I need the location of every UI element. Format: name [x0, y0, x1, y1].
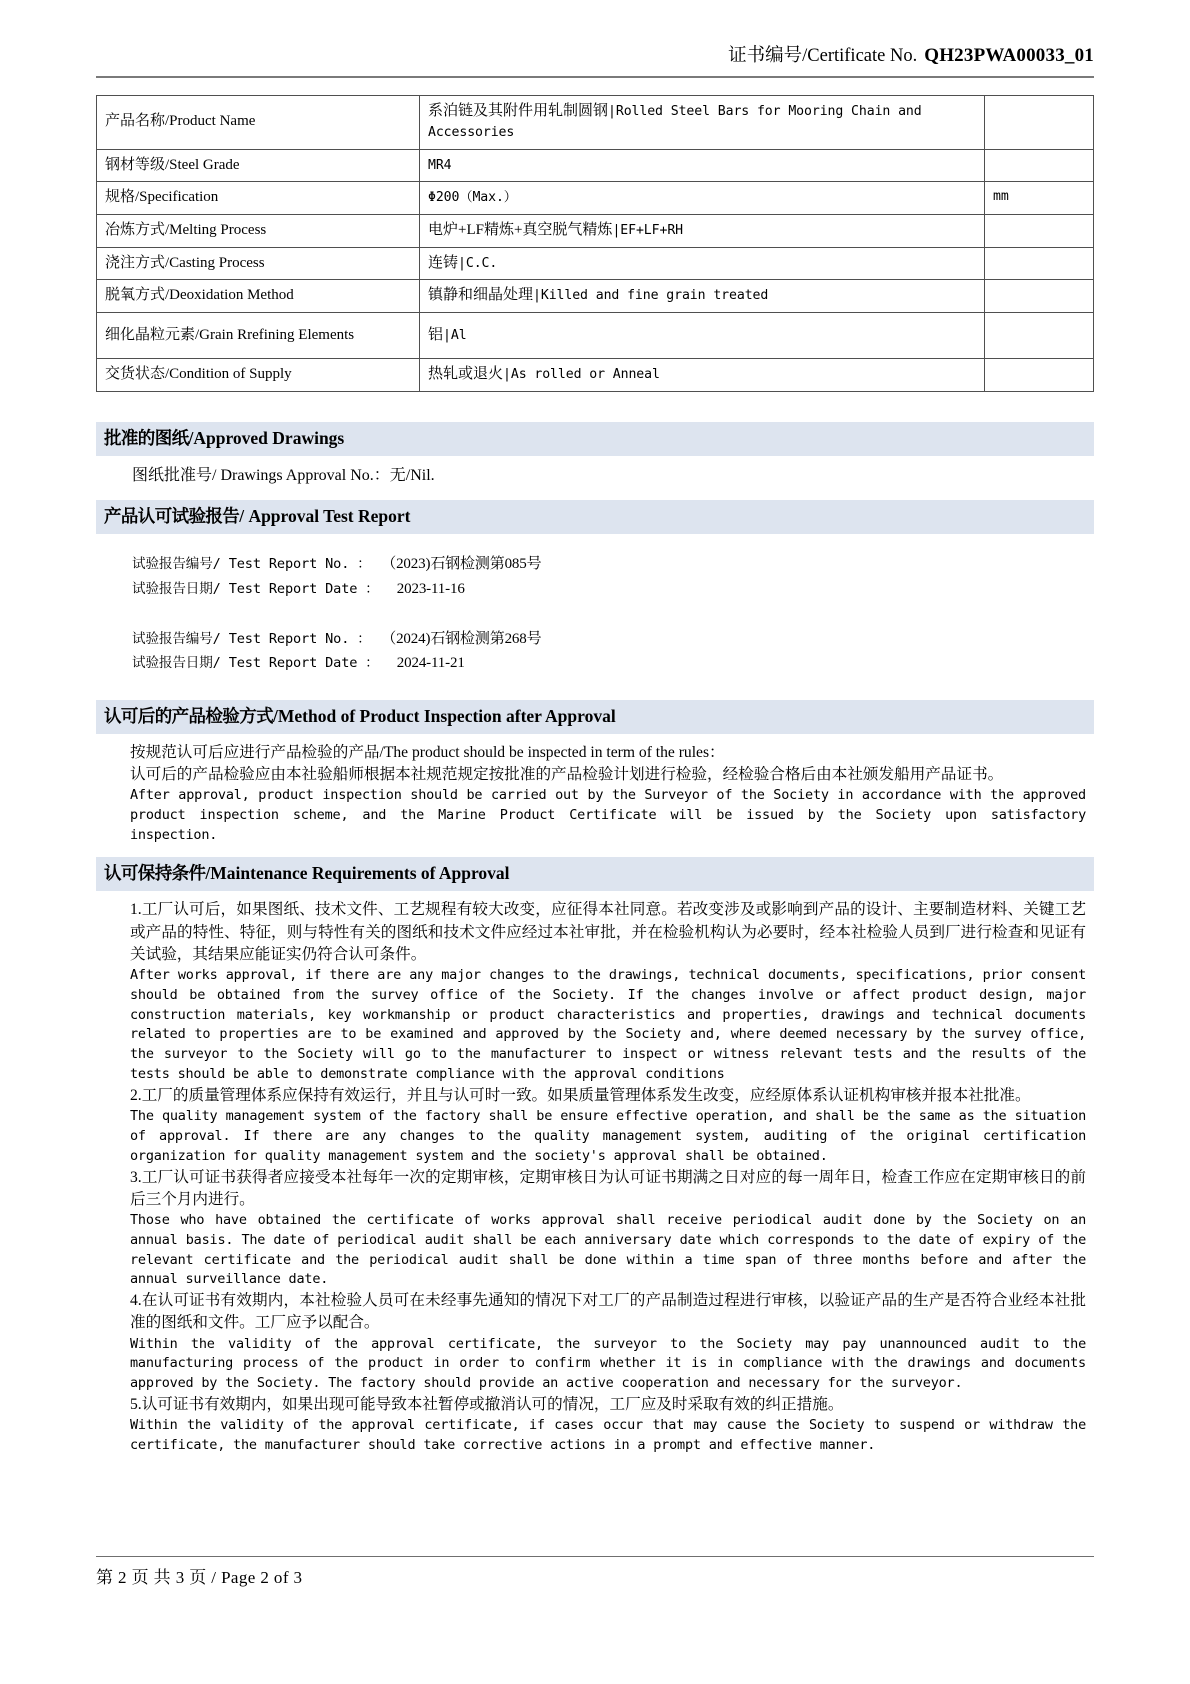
paragraph-en: Those who have obtained the certificate of works approval shall receive periodical audit done by the Society on an annual basis. The date of periodical audit shall be each anniversary date which corresponds to the date of expiry of the relevant certificate and the periodical audit shall be done within a time span of three months before and after the annual surveillance date. [130, 1211, 1086, 1288]
test-report-date-value: 2024-11-21 [396, 655, 465, 672]
approved-drawings-body [96, 464, 1094, 489]
test-report-date-line [132, 651, 1094, 675]
product-spec-label: 钢材等级/Steel Grade [97, 149, 420, 182]
product-spec-label: 产品名称/Product Name [97, 96, 420, 149]
header-divider [96, 76, 1094, 78]
paragraph-en: Within the validity of the approval certificate, if cases occur that may cause the Society to suspend or withdraw the certificate, the manufacturer should take corrective actions in a prompt and effective manner. [130, 1417, 1086, 1454]
test-report-no-label: 试验报告编号/ Test Report No. ： [132, 631, 371, 648]
value-cjk: 连铸 [428, 254, 459, 271]
product-spec-unit [985, 247, 1094, 280]
table-row [97, 280, 1094, 313]
value-en: Φ200（Max.） [428, 190, 517, 206]
value-separator: | [612, 222, 621, 238]
paragraph-en: Within the validity of the approval certificate, the surveyor to the Society may pay unannounced audit to the manufacturing process of the product in order to confirm whether it is in compliance with the drawings and documents approved by the Society. The factory should provide an active cooperation and necessary for the surveyor. [130, 1335, 1086, 1392]
product-spec-value [420, 182, 985, 215]
product-spec-unit [985, 149, 1094, 182]
certificate-no-line [728, 44, 1094, 68]
paragraph-en: The quality management system of the factory shall be ensure effective operation, and shall be the same as the situation of approval. If there are any changes to the quality management system, auditing of the original certification organization for quality management system and the society's approval shall be obtained. [130, 1108, 1086, 1164]
section-title-cjk: 认可保持条件 [104, 863, 206, 884]
product-spec-label: 脱氧方式/Deoxidation Method [97, 280, 420, 313]
paragraph-cjk: 5.认可证书有效期内，如果出现可能导致本社暂停或撤消认可的情况，工厂应及时采取有效的纠正措施。 [130, 1396, 844, 1414]
paragraph-cjk: 2.工厂的质量管理体系应保持有效运行，并且与认可时一致。如果质量管理体系发生改变，应经原体系认证机构审核并报本社批准。 [130, 1086, 1031, 1104]
paragraph-cjk: 1.工厂认可后，如果图纸、技术文件、工艺规程有较大改变，应征得本社同意。若改变涉及或影响到产品的设计、主要制造材料、关键工艺或产品的特性、特征，则与特性有关的图纸和技术文件应经过本社审批，并在检验机构认为必要时，经本社检验人员到厂进行检查和见证有关试验，其结果应能证实仍符合认可条件。 [130, 901, 1086, 963]
section-header-inspection-method [96, 700, 1094, 734]
table-row [97, 312, 1094, 358]
value-cjk: 电炉+LF精炼+真空脱气精炼 [428, 221, 613, 238]
table-row [97, 247, 1094, 280]
section-title-en: / Approval Test Report [239, 506, 411, 527]
document-header [0, 0, 1190, 68]
paragraph-cjk: 按规范认可后应进行产品检验的产品/The product should be inspected in term of the rules： [130, 743, 725, 761]
test-report-date-label: 试验报告日期/ Test Report Date ： [132, 580, 379, 597]
value-cjk: 镇静和细晶处理 [428, 287, 534, 304]
section-title-cjk: 认可后的产品检验方式 [104, 705, 273, 726]
test-report-no-value: （2023)石钢检测第085号 [388, 556, 542, 573]
product-spec-value [420, 149, 985, 182]
section-title-en: /Method of Product Inspection after Approval [273, 705, 616, 726]
value-en: MR4 [428, 157, 452, 173]
test-report-no-label: 试验报告编号/ Test Report No. ： [132, 556, 371, 573]
section-title-en: /Approved Drawings [188, 427, 345, 448]
product-spec-value [420, 280, 985, 313]
value-separator: | [608, 104, 616, 120]
paragraph-cjk: 4.在认可证书有效期内，本社检验人员可在未经事先通知的情况下对工厂的产品制造过程进行审核，以验证产品的生产是否符合业经本社批准的图纸和文件。工厂应予以配合。 [130, 1292, 1086, 1332]
test-report-block [132, 627, 1094, 676]
table-row [97, 149, 1094, 182]
value-separator: | [503, 366, 511, 382]
product-spec-table-wrap [96, 95, 1094, 392]
product-spec-unit: mm [985, 182, 1094, 215]
value-cjk: 系泊链及其附件用轧制圆钢 [428, 103, 609, 120]
section-header-maintenance-requirements [96, 857, 1094, 891]
page-number-footer: 第 2 页 共 3 页 / Page 2 of 3 [96, 1568, 303, 1587]
test-report-no-value: （2024)石钢检测第268号 [388, 631, 542, 648]
product-spec-label: 规格/Specification [97, 182, 420, 215]
value-en: Killed and fine grain treated [540, 288, 769, 304]
value-separator: | [533, 288, 541, 304]
table-row [97, 358, 1094, 391]
value-en: Al [450, 327, 467, 343]
value-en: As rolled or Anneal [510, 366, 660, 382]
section-title-en: /Maintenance Requirements of Approval [205, 863, 510, 884]
section-title-cjk: 批准的图纸 [104, 427, 189, 448]
value-en: EF+LF+RH [620, 222, 683, 238]
product-spec-value [420, 247, 985, 280]
product-spec-unit [985, 312, 1094, 358]
product-spec-label: 冶炼方式/Melting Process [97, 214, 420, 247]
value-separator: | [458, 255, 466, 271]
inspection-method-body [96, 742, 1094, 846]
value-separator: | [443, 327, 451, 343]
value-cjk: 铝 [428, 326, 444, 343]
test-report-date-line [132, 577, 1094, 601]
product-spec-label: 细化晶粒元素/Grain Rrefining Elements [97, 312, 420, 358]
product-spec-table [96, 95, 1094, 392]
product-spec-unit [985, 280, 1094, 313]
test-report-no-line [132, 552, 1094, 576]
paragraph-cjk: 认可后的产品检验应由本社验船师根据本社规范规定按批准的产品检验计划进行检验，经检验合格后由本社颁发船用产品证书。 [130, 765, 1004, 783]
product-spec-label: 交货状态/Condition of Supply [97, 358, 420, 391]
product-spec-unit [985, 214, 1094, 247]
paragraph-cjk: 3.工厂认可证书获得者应接受本社每年一次的定期审核，定期审核日为认可证书期满之日对应的每一周年日，检查工作应在定期审核日的前后三个月内进行。 [130, 1168, 1086, 1208]
table-row [97, 214, 1094, 247]
product-spec-value [420, 96, 985, 149]
test-report-no-line [132, 627, 1094, 651]
value-en: C.C. [465, 255, 498, 271]
approval-test-report-body [96, 552, 1094, 675]
value-en: Rolled Steel Bars for Mooring Chain and Accessories [428, 104, 922, 140]
test-report-date-label: 试验报告日期/ Test Report Date ： [132, 655, 379, 672]
section-header-approved-drawings [96, 422, 1094, 456]
product-spec-unit [985, 358, 1094, 391]
product-spec-unit [985, 96, 1094, 149]
footer-divider [96, 1556, 1094, 1557]
product-spec-value [420, 358, 985, 391]
section-header-approval-test-report [96, 500, 1094, 534]
test-report-block [132, 552, 1094, 601]
product-spec-label: 浇注方式/Casting Process [97, 247, 420, 280]
maintenance-requirements-body [96, 899, 1094, 1455]
product-spec-value [420, 312, 985, 358]
value-cjk: 热轧或退火 [428, 365, 504, 382]
certificate-no-value: QH23PWA00033_01 [924, 45, 1094, 66]
product-spec-value [420, 214, 985, 247]
table-row [97, 182, 1094, 215]
drawings-approval-no-line: 图纸批准号/ Drawings Approval No.：无/Nil. [132, 466, 435, 484]
paragraph-en: After approval, product inspection should be carried out by the Surveyor of the Society in accordance with the approved product inspection scheme, and the Marine Product Certificate will be issued by the Society upon satisfactory inspection. [130, 786, 1086, 843]
section-title-cjk: 产品认可试验报告 [104, 506, 240, 527]
paragraph-en: After works approval, if there are any major changes to the drawings, technical documents, specifications, prior consent should be obtained from the survey office of the Society. If the changes involve or affect product design, major construction materials, key workmanship or product characteristics and properties, drawings and technical documents related to properties are to be examined and approved by the Society and, where deemed necessary by the survey office, the surveyor to the Society will go to the manufacturer to inspect or witness relevant tests and the results of the tests should be able to demonstrate compliance with the approval conditions [130, 966, 1086, 1083]
test-report-date-value: 2023-11-16 [396, 580, 465, 597]
table-row [97, 96, 1094, 149]
certificate-no-label: 证书编号/Certificate No. [728, 46, 918, 66]
